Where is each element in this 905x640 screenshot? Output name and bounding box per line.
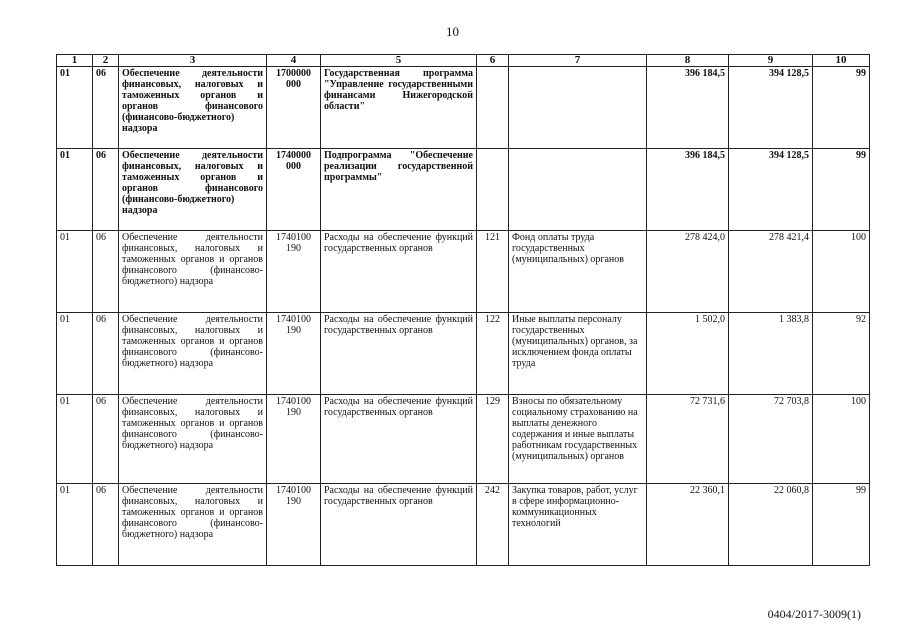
planned-amount: 72 731,6 bbox=[647, 395, 729, 484]
table-row bbox=[57, 395, 870, 484]
target-article-name: Расходы на обеспечение функций государственных органов bbox=[321, 231, 477, 313]
execution-percent: 99 bbox=[813, 67, 870, 149]
table-row bbox=[57, 149, 870, 231]
section-code: 01 bbox=[57, 67, 93, 149]
budget-table bbox=[56, 54, 870, 566]
target-article-code: 1740000 000 bbox=[267, 149, 321, 231]
col-header-10: 10 bbox=[813, 55, 870, 67]
target-article-name: Расходы на обеспечение функций государственных органов bbox=[321, 395, 477, 484]
document-code: 0404/2017-3009(1) bbox=[767, 607, 861, 621]
target-article-name: Расходы на обеспечение функций государственных органов bbox=[321, 484, 477, 566]
execution-percent: 100 bbox=[813, 231, 870, 313]
subsection-name: Обеспечение деятельности финансовых, налоговых и таможенных органов и органов финансового (финансово-бюджетного) надзора bbox=[119, 313, 267, 395]
expense-type-name: Закупка товаров, работ, услуг в сфере информационно-коммуникационных технологий bbox=[509, 484, 647, 566]
expense-type-name: Взносы по обязательному социальному страхованию на выплаты денежного содержания и иные выплаты работникам государственных (муниципальных) органов bbox=[509, 395, 647, 484]
col-header-1: 1 bbox=[57, 55, 93, 67]
executed-amount: 1 383,8 bbox=[729, 313, 813, 395]
target-article-name: Государственная программа "Управление государственными финансами Нижегородской области" bbox=[321, 67, 477, 149]
expense-type-name: Фонд оплаты труда государственных (муниципальных) органов bbox=[509, 231, 647, 313]
table-row bbox=[57, 231, 870, 313]
subsection-name: Обеспечение деятельности финансовых, налоговых и таможенных органов и органов финансового (финансово-бюджетного) надзора bbox=[119, 484, 267, 566]
col-header-5: 5 bbox=[321, 55, 477, 67]
planned-amount: 278 424,0 bbox=[647, 231, 729, 313]
col-header-4: 4 bbox=[267, 55, 321, 67]
execution-percent: 92 bbox=[813, 313, 870, 395]
subsection-name: Обеспечение деятельности финансовых, налоговых и таможенных органов и органов финансового (финансово-бюджетного) надзора bbox=[119, 231, 267, 313]
executed-amount: 278 421,4 bbox=[729, 231, 813, 313]
expense-type-code: 121 bbox=[477, 231, 509, 313]
executed-amount: 22 060,8 bbox=[729, 484, 813, 566]
table-row bbox=[57, 484, 870, 566]
expense-type-name: Иные выплаты персоналу государственных (муниципальных) органов, за исключением фонда оплаты труда bbox=[509, 313, 647, 395]
subsection-code: 06 bbox=[93, 149, 119, 231]
subsection-code: 06 bbox=[93, 231, 119, 313]
executed-amount: 72 703,8 bbox=[729, 395, 813, 484]
col-header-6: 6 bbox=[477, 55, 509, 67]
col-header-7: 7 bbox=[509, 55, 647, 67]
subsection-name: Обеспечение деятельности финансовых, налоговых и таможенных органов и органов финансового (финансово-бюджетного) надзора bbox=[119, 149, 267, 231]
page-number: 10 bbox=[446, 24, 459, 39]
planned-amount: 1 502,0 bbox=[647, 313, 729, 395]
expense-type-code: 242 bbox=[477, 484, 509, 566]
subsection-name: Обеспечение деятельности финансовых, налоговых и таможенных органов и органов финансового (финансово-бюджетного) надзора bbox=[119, 395, 267, 484]
subsection-code: 06 bbox=[93, 484, 119, 566]
col-header-8: 8 bbox=[647, 55, 729, 67]
planned-amount: 22 360,1 bbox=[647, 484, 729, 566]
execution-percent: 99 bbox=[813, 484, 870, 566]
col-header-9: 9 bbox=[729, 55, 813, 67]
execution-percent: 100 bbox=[813, 395, 870, 484]
col-header-3: 3 bbox=[119, 55, 267, 67]
table-row bbox=[57, 67, 870, 149]
target-article-code: 1740100 190 bbox=[267, 313, 321, 395]
executed-amount: 394 128,5 bbox=[729, 149, 813, 231]
expense-type-name bbox=[509, 149, 647, 231]
section-code: 01 bbox=[57, 149, 93, 231]
subsection-code: 06 bbox=[93, 395, 119, 484]
expense-type-code: 129 bbox=[477, 395, 509, 484]
expense-type-code: 122 bbox=[477, 313, 509, 395]
table-header-row bbox=[57, 55, 870, 67]
planned-amount: 396 184,5 bbox=[647, 67, 729, 149]
planned-amount: 396 184,5 bbox=[647, 149, 729, 231]
expense-type-name bbox=[509, 67, 647, 149]
execution-percent: 99 bbox=[813, 149, 870, 231]
section-code: 01 bbox=[57, 231, 93, 313]
subsection-code: 06 bbox=[93, 67, 119, 149]
col-header-2: 2 bbox=[93, 55, 119, 67]
target-article-code: 1740100 190 bbox=[267, 231, 321, 313]
target-article-code: 1700000 000 bbox=[267, 67, 321, 149]
executed-amount: 394 128,5 bbox=[729, 67, 813, 149]
expense-type-code bbox=[477, 149, 509, 231]
target-article-name: Расходы на обеспечение функций государственных органов bbox=[321, 313, 477, 395]
section-code: 01 bbox=[57, 313, 93, 395]
target-article-name: Подпрограмма "Обеспечение реализации государственной программы" bbox=[321, 149, 477, 231]
subsection-code: 06 bbox=[93, 313, 119, 395]
subsection-name: Обеспечение деятельности финансовых, налоговых и таможенных органов и органов финансового (финансово-бюджетного) надзора bbox=[119, 67, 267, 149]
target-article-code: 1740100 190 bbox=[267, 484, 321, 566]
section-code: 01 bbox=[57, 395, 93, 484]
table-row bbox=[57, 313, 870, 395]
target-article-code: 1740100 190 bbox=[267, 395, 321, 484]
section-code: 01 bbox=[57, 484, 93, 566]
expense-type-code bbox=[477, 67, 509, 149]
